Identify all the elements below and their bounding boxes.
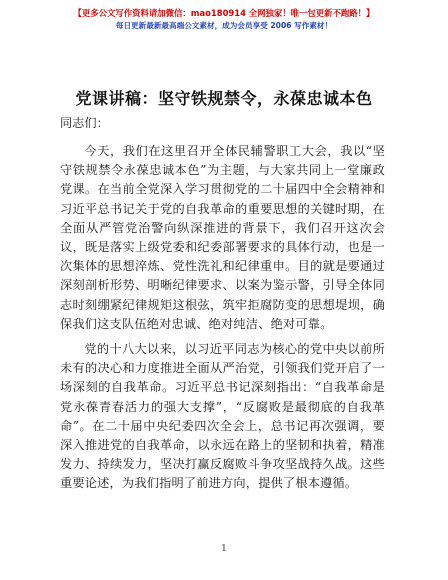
document-body bbox=[60, 108, 385, 500]
promo-banner-line-1: 【更多公文写作资料请加微信：mao180914 全网独家！唯一包更新不跑路！】 bbox=[73, 8, 375, 18]
page-number: 1 bbox=[221, 544, 227, 554]
salutation: 同志们： bbox=[60, 116, 109, 130]
paragraph-2: 党的十八大以来，以习近平同志为核心的党中央以前所未有的决心和力度推进全面从严治党，引领我们党开启了一场深刻的自我革命。习近平总书记深刻指出：“自我革命是党永葆青春活力的强大支撑”，“反腐败是最彻底的自我革命”。在二十届中央纪委四次全会上，总书记再次强调，要深入推进党的自我革命，以永远在路上的坚韧和执着，精准发力、持续发力，坚决打赢反腐败斗争攻坚战持久战。这些重要论述，为我们指明了前进方向，提供了根本遵循。 bbox=[60, 342, 385, 491]
document-title: 党课讲稿：坚守铁规禁令，永葆忠诚本色 bbox=[75, 89, 373, 108]
paragraph-1: 今天，我们在这里召开全体民辅警职工大会，我以“坚守铁规禁令永葆忠诚本色”为主题，与大家共同上一堂廉政党课。在当前全党深入学习贯彻党的二十届四中全会精神和习近平总书记关于党的自我革命的重要思想的关键时期，在全面从严管党治警向纵深推进的背景下，我们召开这次会议，既是落实上级党委和纪委部署要求的具体行动，也是一次集体的思想淬炼、党性洗礼和纪律重申。目的就是要通过深刻剖析形势、明晰纪律要求、以案为鉴示警，引导全体同志时刻绷紧纪律规矩这根弦，筑牢拒腐防变的思想堤坝，确保我们这支队伍绝对忠诚、绝对纯洁、绝对可靠。 bbox=[60, 144, 385, 331]
promo-banner-line-2: 每日更新最新最高端公文素材，成为会员享受 2006 写作素材！ bbox=[115, 21, 333, 30]
promo-banner bbox=[0, 6, 448, 32]
